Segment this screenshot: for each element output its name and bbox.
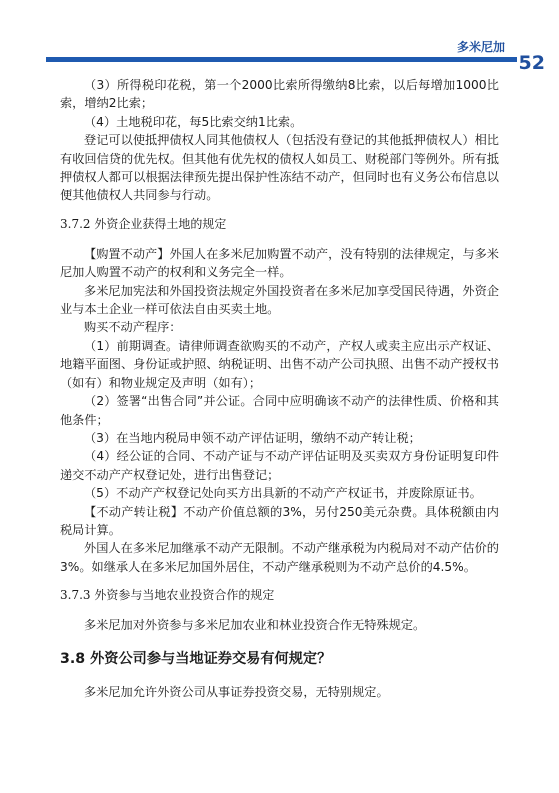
list-item: （2）签署“出售合同”并公证。合同中应明确该不动产的法律性质、价格和其他条件； bbox=[60, 394, 499, 427]
paragraph: 购买不动产程序： bbox=[84, 320, 182, 335]
subsection-heading-3-7-2: 3.7.2 外资企业获得土地的规定 bbox=[60, 216, 227, 231]
page-number: 52 bbox=[518, 52, 545, 74]
page-body bbox=[60, 76, 499, 701]
subsection-heading-3-7-3: 3.7.3 外资参与当地农业投资合作的规定 bbox=[60, 588, 275, 603]
paragraph: （3）所得税印花税，第一个2000比索所得缴纳8比索，以后每增加1000比索，增纳2比索； bbox=[60, 78, 499, 111]
paragraph: 【不动产转让税】不动产价值总额的3%，另付250美元杂费。具体税额由内税局计算。 bbox=[60, 504, 499, 537]
header-rule bbox=[46, 57, 517, 62]
paragraph: 外国人在多米尼加继承不动产无限制。不动产继承税为内税局对不动产估价的3%。如继承人在多米尼加国外居住，不动产继承税则为不动产总价的4.5%。 bbox=[60, 541, 499, 574]
paragraph: 多米尼加允许外资公司从事证券投资交易，无特别规定。 bbox=[84, 684, 389, 699]
section-heading-3-8: 3.8 外资公司参与当地证券交易有何规定？ bbox=[60, 650, 332, 667]
header-country: 多米尼加 bbox=[456, 40, 505, 54]
paragraph: 登记可以使抵押债权人同其他债权人（包括没有登记的其他抵押债权人）相比有收回信贷的优先权。但其他有优先权的债权人如员工、财税部门等例外。所有抵押债权人都可以根据法律预先提出保护性冻结不动产，但同时也有义务公布信息以便其他债权人共同参与行动。 bbox=[60, 133, 499, 203]
list-item: （1）前期调查。请律师调查欲购买的不动产，产权人或卖主应出示产权证、地籍平面图、身份证或护照、纳税证明、出售不动产公司执照、出售不动产授权书（如有）和物业规定及声明（如有）； bbox=[60, 338, 499, 390]
list-item: （4）经公证的合同、不动产证与不动产评估证明及买卖双方身份证明复印件递交不动产产权登记处，进行出售登记； bbox=[60, 449, 499, 482]
list-item: （5）不动产产权登记处向买方出具新的不动产产权证书，并废除原证书。 bbox=[84, 486, 482, 501]
paragraph: 多米尼加宪法和外国投资法规定外国投资者在多米尼加享受国民待遇，外资企业与本土企业一样可依法自由买卖土地。 bbox=[60, 283, 499, 317]
paragraph: 多米尼加对外资参与多米尼加农业和林业投资合作无特殊规定。 bbox=[84, 618, 426, 633]
paragraph: 【购置不动产】外国人在多米尼加购置不动产，没有特别的法律规定，与多米尼加人购置不动产的权利和义务完全一样。 bbox=[60, 246, 499, 280]
list-item: （3）在当地内税局申领不动产评估证明，缴纳不动产转让税； bbox=[84, 430, 421, 445]
paragraph: （4）土地税印花，每5比索交纳1比索。 bbox=[84, 114, 303, 129]
